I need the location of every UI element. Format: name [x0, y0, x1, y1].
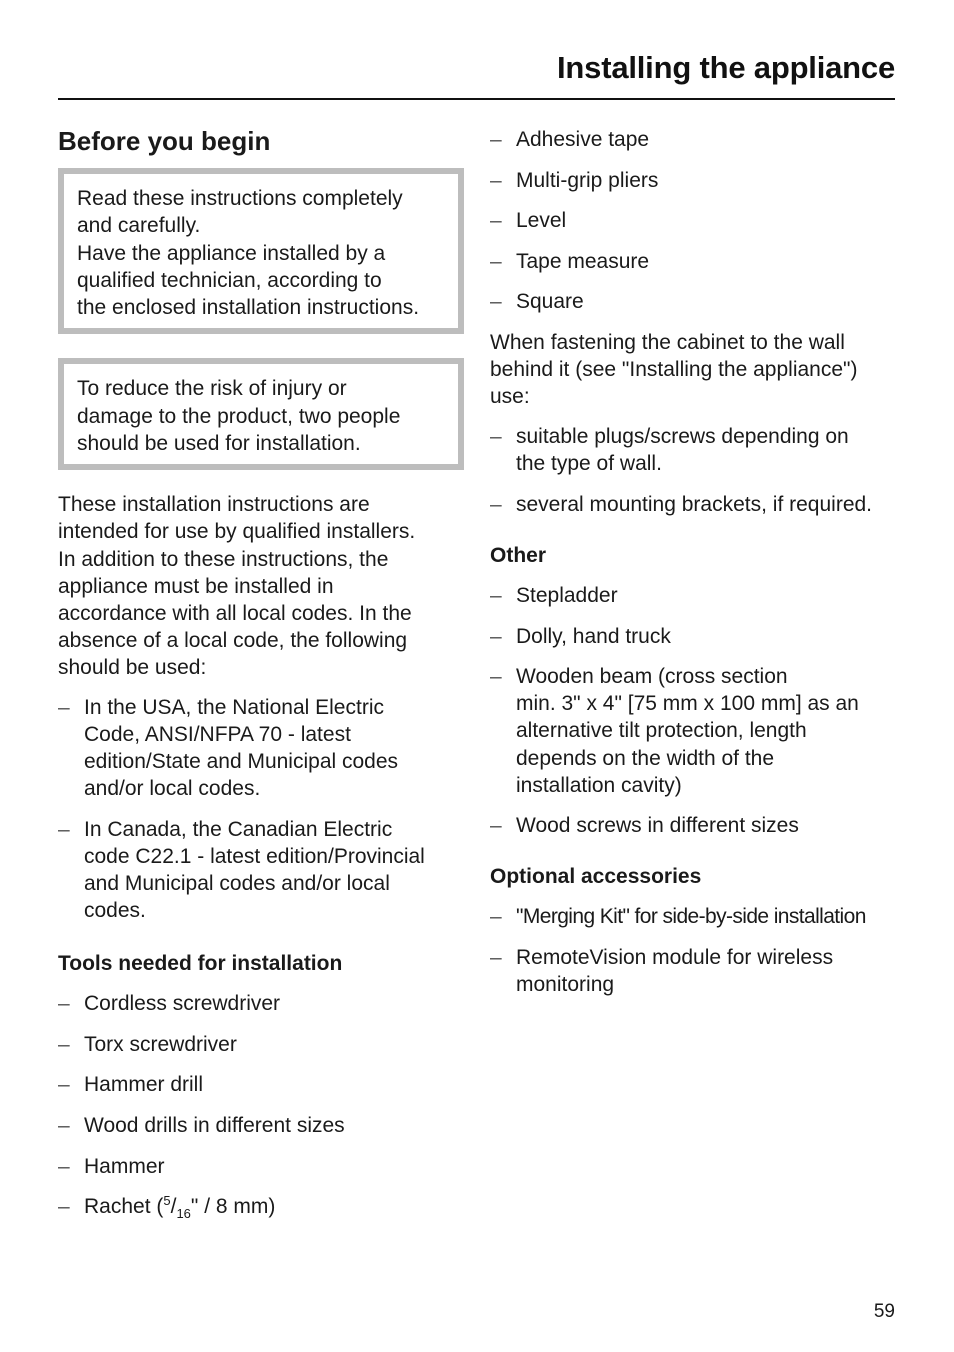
notice-box-two-people: [58, 358, 464, 470]
optional-accessories-list: [490, 903, 900, 998]
other-heading: Other: [490, 544, 547, 568]
dash-bullet-icon: –: [58, 1195, 70, 1219]
optional-accessories-heading: Optional accessories: [490, 865, 702, 889]
list-item-text: Level: [516, 209, 567, 233]
fraction-slash: /: [170, 1195, 177, 1219]
notice-line: Read these instructions completely: [77, 187, 403, 210]
list-item: [490, 288, 900, 315]
dash-bullet-icon: –: [490, 492, 502, 516]
dash-bullet-icon: –: [58, 992, 70, 1016]
notice-line: the enclosed installation instructions.: [77, 296, 420, 320]
notice-line: should be used for installation.: [77, 432, 361, 456]
list-item-line: Stepladder: [516, 584, 618, 608]
dash-bullet-icon: –: [58, 817, 70, 841]
notice-line: and carefully.: [77, 214, 201, 238]
list-item-line: the type of wall.: [516, 452, 662, 476]
list-item: [490, 582, 900, 609]
dash-bullet-icon: –: [490, 584, 502, 608]
fraction-denominator: 16: [176, 1206, 191, 1222]
section-heading-before-you-begin: Before you begin: [58, 126, 271, 156]
list-item-text: Hammer: [84, 1154, 165, 1178]
list-item-line: depends on the width of the: [516, 746, 775, 770]
list-item-line: suitable plugs/screws depending on: [516, 425, 849, 449]
dash-bullet-icon: –: [490, 249, 502, 273]
paragraph-line: When fastening the cabinet to the wall: [490, 330, 845, 354]
list-item-line: min. 3" x 4" [75 mm x 100 mm] as an: [516, 692, 859, 716]
list-item-text: Multi-grip pliers: [516, 168, 659, 192]
notice-line: qualified technician, according to: [77, 268, 382, 292]
tools-heading: Tools needed for installation: [58, 952, 343, 976]
notice-line: damage to the product, two people: [77, 404, 401, 428]
list-item-text: [84, 1193, 464, 1220]
list-item-text: Wood drills in different sizes: [84, 1114, 345, 1138]
dash-bullet-icon: –: [490, 128, 502, 151]
paragraph-line: appliance must be installed in: [58, 574, 334, 598]
list-item: [490, 944, 900, 998]
page-header-title: Installing the appliance: [557, 50, 895, 85]
dash-bullet-icon: –: [58, 696, 70, 720]
list-item-line: In Canada, the Canadian Electric: [84, 817, 393, 841]
fastening-paragraph: [490, 329, 900, 410]
list-item-text: Tape measure: [516, 249, 650, 273]
list-item: [490, 126, 900, 153]
list-item-text: Adhesive tape: [516, 128, 650, 151]
list-item-line: code C22.1 - latest edition/Provincial: [84, 845, 425, 868]
dash-bullet-icon: –: [58, 1154, 70, 1178]
list-item-line: and/or local codes.: [84, 777, 261, 801]
paragraph-line: absence of a local code, the following: [58, 628, 408, 652]
header-divider: [58, 98, 895, 100]
list-item-line: codes.: [84, 899, 146, 923]
list-item-line: "Merging Kit" for side-by-side installation: [516, 905, 866, 929]
page-number: 59: [873, 1301, 895, 1322]
list-item-line: alternative tilt protection, length: [516, 719, 807, 743]
list-item-line: edition/State and Municipal codes: [84, 750, 399, 774]
paragraph-line: intended for use by qualified installers.: [58, 520, 416, 544]
intro-paragraph: [58, 491, 464, 681]
list-item: [490, 623, 900, 650]
list-item: [58, 1193, 464, 1220]
list-item: [58, 990, 464, 1017]
notice-line: Have the appliance installed by a: [77, 241, 386, 265]
list-item: [490, 663, 900, 798]
tools-list-continued: [490, 126, 900, 315]
dash-bullet-icon: –: [490, 425, 502, 449]
paragraph-line: use:: [490, 385, 530, 409]
other-list: [490, 582, 900, 839]
list-item: [490, 423, 900, 477]
list-item-text: Cordless screwdriver: [84, 992, 281, 1016]
paragraph-line: These installation instructions are: [58, 493, 370, 517]
list-item: [58, 694, 464, 802]
paragraph-line: should be used:: [58, 655, 207, 679]
list-item-line: Wood screws in different sizes: [516, 814, 799, 838]
rachet-suffix: " / 8 mm): [190, 1195, 276, 1219]
dash-bullet-icon: –: [490, 290, 502, 314]
list-item-line: Code, ANSI/NFPA 70 - latest: [84, 723, 351, 747]
list-item-text: Square: [516, 290, 584, 314]
list-item: [490, 167, 900, 194]
dash-bullet-icon: –: [58, 1114, 70, 1138]
dash-bullet-icon: –: [58, 1032, 70, 1056]
list-item-text: Torx screwdriver: [84, 1032, 237, 1056]
dash-bullet-icon: –: [490, 814, 502, 838]
dash-bullet-icon: –: [490, 945, 502, 969]
dash-bullet-icon: –: [490, 665, 502, 689]
left-column: [58, 124, 464, 1234]
list-item-line: Dolly, hand truck: [516, 624, 671, 648]
list-item: [490, 812, 900, 839]
rachet-prefix: Rachet (: [84, 1195, 164, 1219]
list-item-line: monitoring: [516, 972, 615, 996]
dash-bullet-icon: –: [490, 624, 502, 648]
dash-bullet-icon: –: [490, 209, 502, 233]
list-item: [58, 1031, 464, 1058]
right-column: [490, 126, 900, 1012]
list-item-text: Hammer drill: [84, 1073, 204, 1097]
paragraph-line: In addition to these instructions, the: [58, 547, 389, 571]
list-item-line: Wooden beam (cross section: [516, 665, 788, 689]
list-item-line: and Municipal codes and/or local: [84, 872, 390, 896]
dash-bullet-icon: –: [490, 905, 502, 929]
fastening-list: [490, 423, 900, 518]
dash-bullet-icon: –: [490, 168, 502, 192]
list-item-line: RemoteVision module for wireless: [516, 945, 834, 969]
notice-line: To reduce the risk of injury or: [77, 377, 347, 401]
list-item: [490, 248, 900, 275]
list-item: [58, 1071, 464, 1098]
list-item: [490, 207, 900, 234]
list-item: [490, 903, 900, 930]
list-item-line: In the USA, the National Electric: [84, 696, 384, 720]
tools-list: [58, 990, 464, 1220]
list-item: [58, 1112, 464, 1139]
notice-box-read-instructions: [58, 168, 464, 334]
dash-bullet-icon: –: [58, 1073, 70, 1097]
list-item: [58, 816, 464, 924]
paragraph-line: accordance with all local codes. In the: [58, 601, 412, 625]
codes-list: [58, 694, 464, 924]
fraction-numerator: 5: [163, 1193, 171, 1209]
list-item: [490, 491, 900, 518]
list-item: [58, 1153, 464, 1180]
paragraph-line: behind it (see "Installing the appliance"): [490, 358, 858, 382]
list-item-line: several mounting brackets, if required.: [516, 492, 873, 516]
list-item-line: installation cavity): [516, 773, 682, 797]
